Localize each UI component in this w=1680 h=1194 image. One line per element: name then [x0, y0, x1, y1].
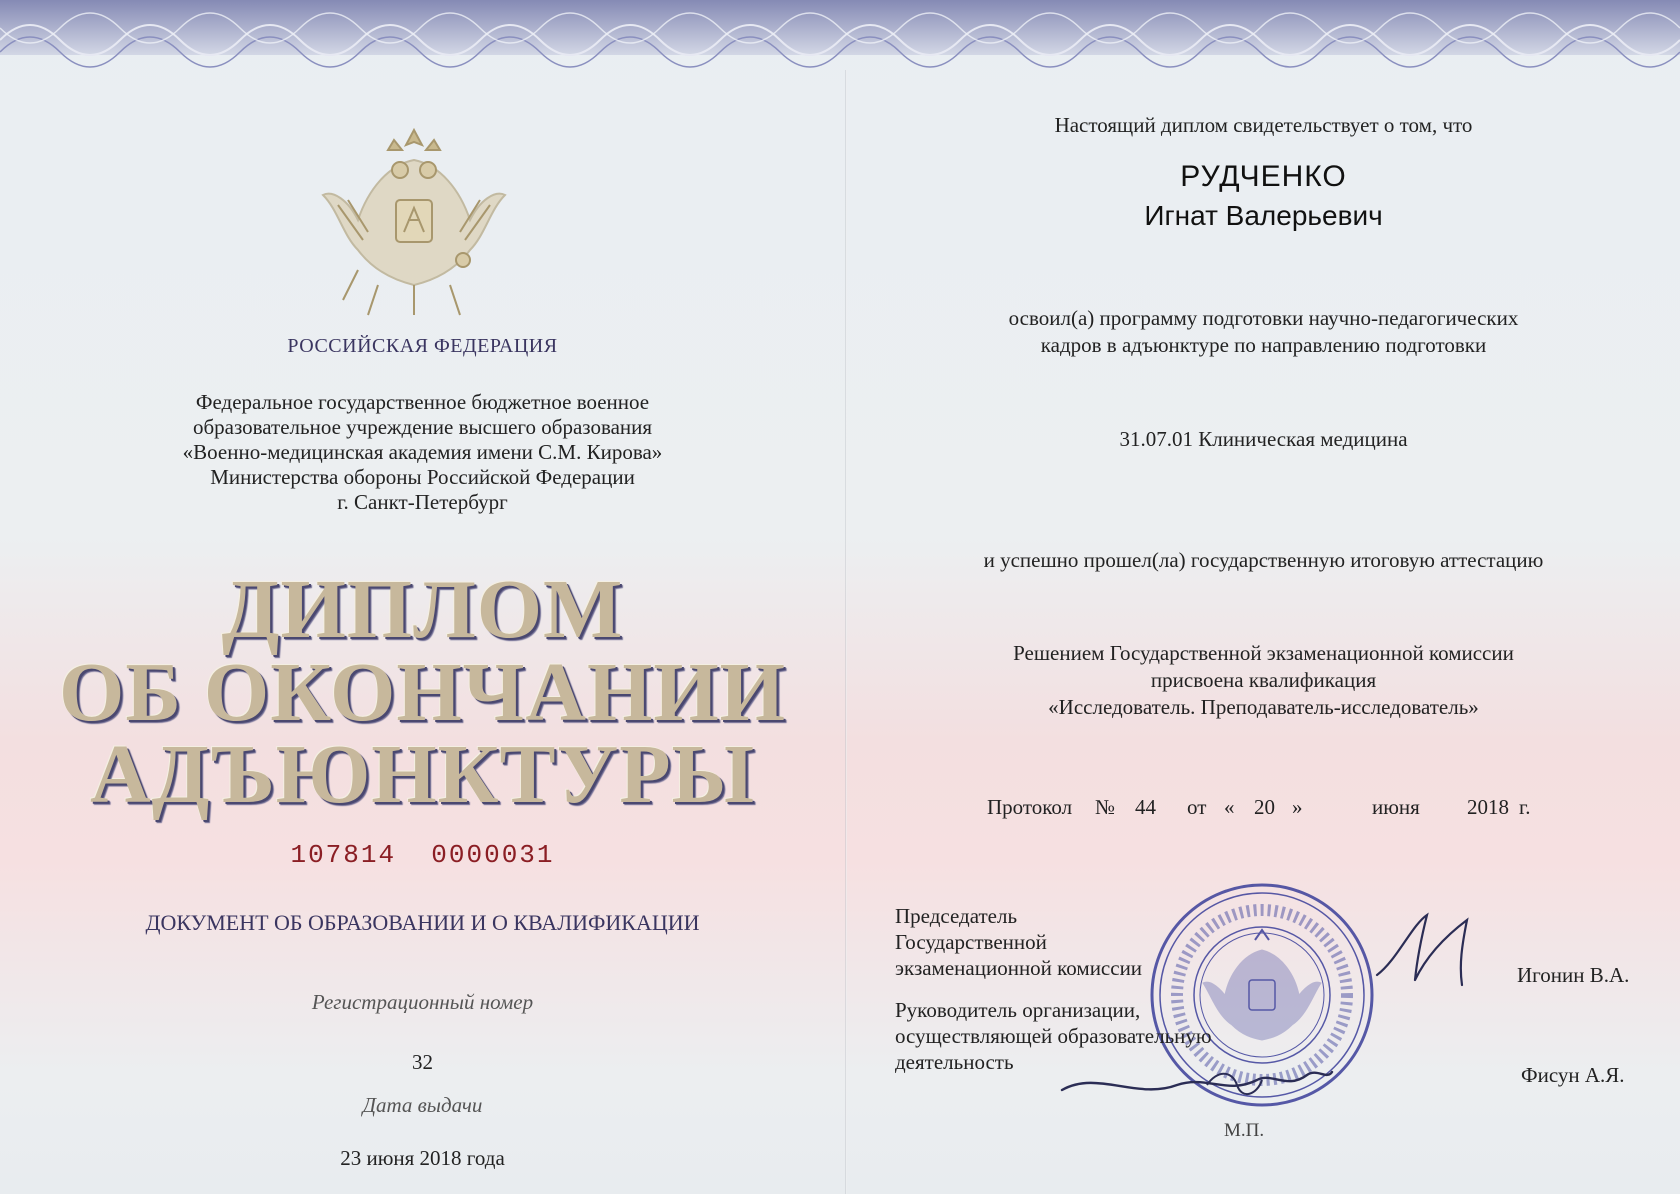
attestation-text: и успешно прошел(ла) государственную итоговую аттестацию: [983, 548, 1544, 572]
double-headed-eagle-emblem: [318, 120, 510, 320]
institution-line: Федеральное государственное бюджетное военное: [195, 390, 650, 414]
diploma-title-line-3: АДЪЮНКТУРЫ: [89, 728, 756, 821]
institution-line: «Военно-медицинская академия имени С.М. Кирова»: [182, 440, 663, 464]
protocol-label: Протокол: [987, 795, 1073, 819]
decision-line: «Исследователь. Преподаватель-исследователь»: [1048, 695, 1479, 719]
chair-name: Игонин В.А.: [1517, 963, 1630, 987]
country-name: РОССИЙСКАЯ ФЕДЕРАЦИЯ: [287, 335, 558, 357]
program-line: кадров в адъюнктуре по направлению подготовки: [1040, 333, 1487, 357]
protocol-quote-close: »: [1292, 795, 1303, 819]
holder-given-names: Игнат Валерьевич: [1144, 200, 1383, 231]
protocol-day: 20: [1254, 795, 1275, 819]
document-type: ДОКУМЕНТ ОБ ОБРАЗОВАНИИ И О КВАЛИФИКАЦИИ: [145, 910, 700, 935]
diploma-title-line-2: ОБ ОКОНЧАНИИ: [58, 646, 787, 739]
stamp-place-mark: М.П.: [1224, 1120, 1265, 1141]
head-role-line: Руководитель организации,: [895, 998, 1141, 1022]
protocol-year: 2018: [1467, 795, 1509, 819]
chair-role-line: Государственной: [895, 930, 1047, 954]
protocol-number-sign: №: [1095, 795, 1116, 819]
chair-role-line: Председатель: [895, 904, 1018, 928]
institution-line: г. Санкт-Петербург: [337, 490, 508, 514]
decision-line: Решением Государственной экзаменационной комиссии: [1013, 641, 1514, 665]
specialty: 31.07.01 Клиническая медицина: [1119, 427, 1408, 451]
issue-date-value: 23 июня 2018 года: [340, 1146, 505, 1170]
institution-name: [0, 390, 845, 515]
protocol-month: июня: [1372, 795, 1420, 819]
qualification-decision: [847, 640, 1680, 721]
program-text: [847, 305, 1680, 359]
institution-line: образовательное учреждение высшего образования: [192, 415, 653, 439]
diploma-title-line-1: ДИПЛОМ: [221, 563, 624, 656]
issue-date-label: Дата выдачи: [362, 1093, 483, 1117]
head-role-line: деятельность: [895, 1050, 1014, 1074]
protocol-number: 44: [1135, 795, 1156, 819]
head-name: Фисун А.Я.: [1521, 1063, 1625, 1087]
head-role: [895, 997, 1212, 1075]
intro-text: Настоящий диплом свидетельствует о том, что: [1054, 113, 1473, 137]
protocol-year-suffix: г.: [1519, 795, 1531, 819]
chair-role-line: экзаменационной комиссии: [895, 956, 1143, 980]
program-line: освоил(а) программу подготовки научно-педагогических: [1008, 306, 1519, 330]
institution-line: Министерства обороны Российской Федерации: [210, 465, 635, 489]
registration-number: 32: [412, 1050, 433, 1074]
chair-role: [895, 903, 1142, 981]
head-role-line: осуществляющей образовательную: [895, 1024, 1212, 1048]
holder-surname: РУДЧЕНКО: [1180, 160, 1347, 193]
decision-line: присвоена квалификация: [1150, 668, 1377, 692]
protocol-line: [987, 795, 1547, 825]
serial-number: 107814 0000031: [290, 840, 555, 870]
protocol-quote-open: «: [1224, 795, 1235, 819]
registration-label: Регистрационный номер: [311, 990, 534, 1014]
right-panel: [847, 0, 1680, 1194]
chair-signature: [1367, 905, 1507, 995]
protocol-from: от: [1187, 795, 1207, 819]
